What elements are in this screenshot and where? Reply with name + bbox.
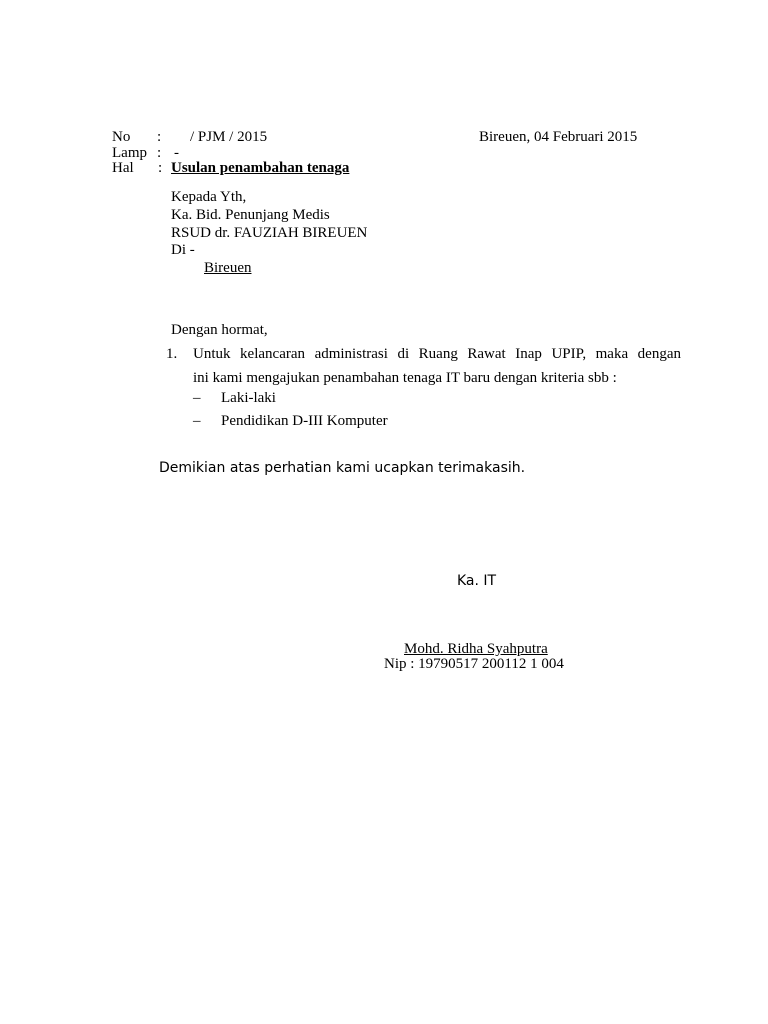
lamp-colon: :	[157, 145, 162, 161]
no-colon: :	[157, 129, 162, 145]
signatory-name: Mohd. Ridha Syahputra	[404, 641, 548, 657]
no-label: No	[112, 129, 131, 145]
recipient-city: Bireuen	[204, 260, 252, 276]
place-date: Bireuen, 04 Februari 2015	[479, 129, 638, 145]
recipient-position: Ka. Bid. Penunjang Medis	[171, 207, 330, 223]
recipient-institution: RSUD dr. FAUZIAH BIREUEN	[171, 225, 368, 241]
list-item-number: 1.	[166, 346, 178, 362]
signatory-nip: Nip : 19790517 200112 1 004	[384, 656, 564, 672]
hal-colon: :	[158, 160, 163, 176]
criteria-dash-2: –	[193, 413, 201, 429]
recipient-salutation: Kepada Yth,	[171, 189, 247, 205]
list-item-line-1: Untuk kelancaran administrasi di Ruang Rawat Inap UPIP, maka dengan	[193, 346, 681, 362]
greeting: Dengan hormat,	[171, 322, 268, 338]
recipient-di: Di -	[171, 242, 195, 258]
letter-number: / PJM / 2015	[190, 129, 268, 145]
closing-sentence: Demikian atas perhatian kami ucapkan terimakasih.	[159, 460, 526, 476]
criteria-item-1: Laki-laki	[221, 390, 276, 406]
lamp-value: -	[174, 145, 179, 161]
list-item-line-2: ini kami mengajukan penambahan tenaga IT baru dengan kriteria sbb :	[193, 370, 617, 386]
criteria-dash-1: –	[193, 390, 201, 406]
signatory-title: Ka. IT	[457, 573, 497, 589]
hal-label: Hal	[112, 160, 134, 176]
letter-subject: Usulan penambahan tenaga	[171, 160, 350, 176]
criteria-item-2: Pendidikan D-III Komputer	[221, 413, 388, 429]
lamp-label: Lamp	[112, 145, 147, 161]
